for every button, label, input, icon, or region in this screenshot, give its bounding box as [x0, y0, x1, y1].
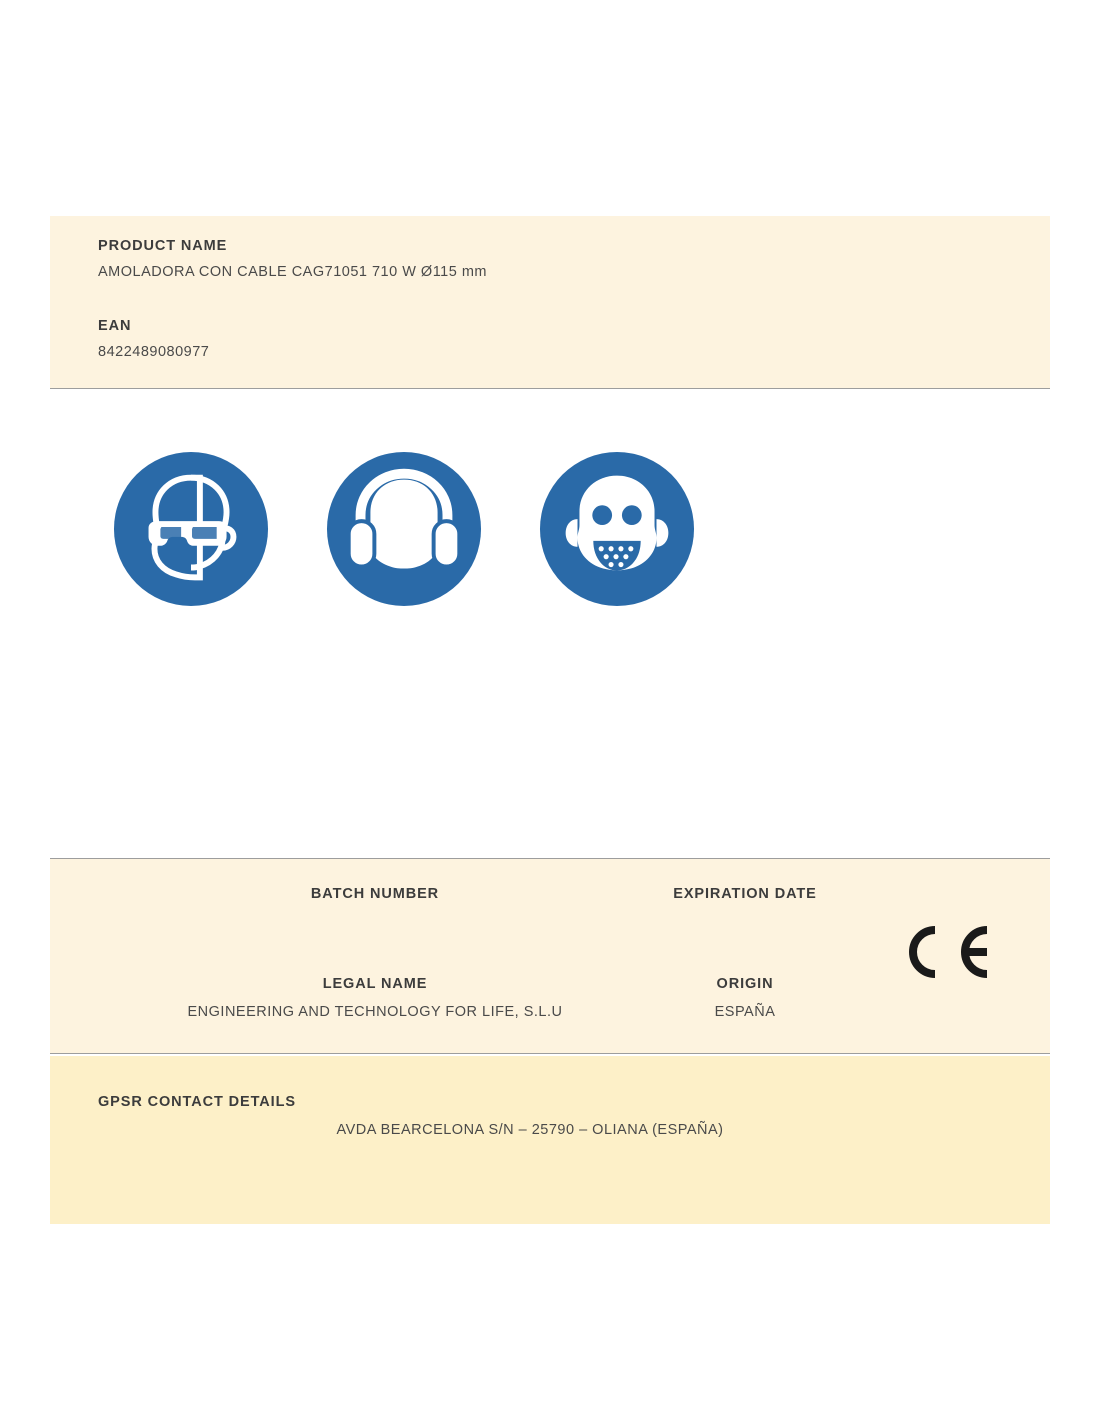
- wear-respiratory-protection-icon: [538, 450, 696, 608]
- gpsr-contact-block: [50, 1056, 1050, 1224]
- ce-marking-icon: [895, 921, 995, 983]
- batch-number-label: BATCH NUMBER: [310, 886, 440, 902]
- legal-name-value: ENGINEERING AND TECHNOLOGY FOR LIFE, S.L.U: [187, 1004, 563, 1020]
- product-info-block: [50, 216, 1050, 389]
- product-name-value: AMOLADORA CON CABLE CAG71051 710 W Ø115 mm: [98, 264, 488, 280]
- origin-value: ESPAÑA: [714, 1004, 776, 1020]
- gpsr-contact-label: GPSR CONTACT DETAILS: [98, 1094, 296, 1110]
- product-name-label: PRODUCT NAME: [98, 238, 228, 254]
- ean-label: EAN: [98, 318, 132, 334]
- safety-pictogram-row: [112, 450, 696, 608]
- ean-value: 8422489080977: [98, 344, 210, 360]
- wear-eye-protection-icon: [112, 450, 270, 608]
- gpsr-address-value: AVDA BEARCELONA S/N – 25790 – OLIANA (ESPAÑA): [336, 1122, 724, 1138]
- legal-name-label: LEGAL NAME: [322, 976, 428, 992]
- origin-label: ORIGIN: [716, 976, 774, 992]
- expiration-date-label: EXPIRATION DATE: [673, 886, 817, 902]
- wear-ear-protection-icon: [325, 450, 483, 608]
- manufacturer-info-block: [50, 858, 1050, 1054]
